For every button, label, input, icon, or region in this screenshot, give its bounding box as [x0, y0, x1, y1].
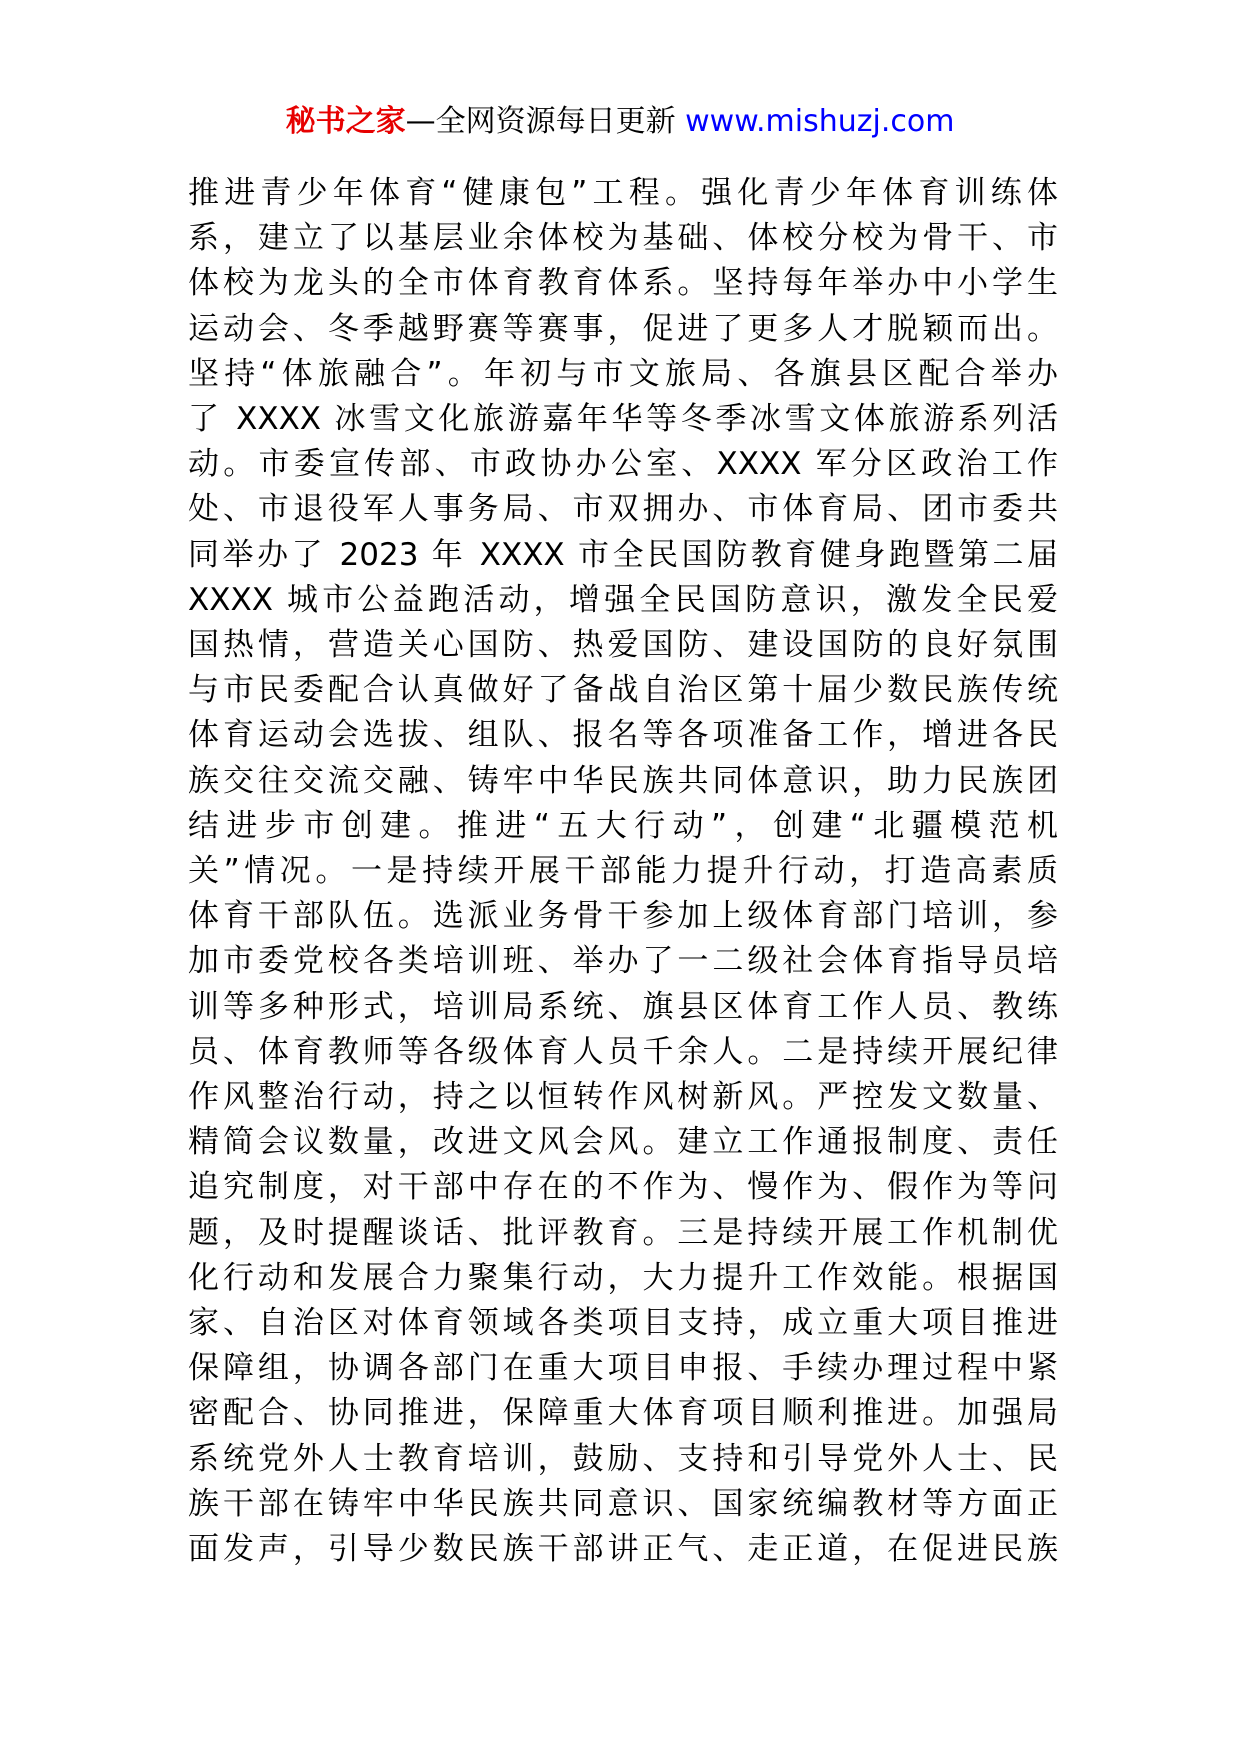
text-line: 族交往交流交融、铸牢中华民族共同体意识，助力民族团 [188, 762, 1058, 799]
text-line: 体校为龙头的全市体育教育体系。坚持每年举办中小学生 [188, 265, 1058, 302]
site-url-link[interactable]: www.mishuzj.com [685, 104, 955, 139]
text-line: 追究制度，对干部中存在的不作为、慢作为、假作为等问 [188, 1169, 1058, 1206]
document-body [188, 171, 1058, 1572]
text-line: 结进步市创建。推进“五大行动”，创建“北疆模范机 [188, 807, 1058, 844]
text-line: 系统党外人士教育培训，鼓励、支持和引导党外人士、民 [188, 1440, 1058, 1477]
text-line: 面发声，引导少数民族干部讲正气、走正道，在促进民族 [188, 1531, 1058, 1568]
text-line: 国热情，营造关心国防、热爱国防、建设国防的良好氛围 [188, 627, 1058, 664]
text-line: 密配合、协同推进，保障重大体育项目顺利推进。加强局 [188, 1395, 1058, 1432]
text-line: 精简会议数量，改进文风会风。建立工作通报制度、责任 [188, 1124, 1058, 1161]
text-line: 了 XXXX 冰雪文化旅游嘉年华等冬季冰雪文体旅游系列活 [188, 401, 1058, 438]
text-line: 保障组，协调各部门在重大项目申报、手续办理过程中紧 [188, 1350, 1058, 1387]
text-line: 作风整治行动，持之以恒转作风树新风。严控发文数量、 [188, 1079, 1058, 1116]
site-brand: 秘书之家 [285, 104, 406, 139]
text-line: 加市委党校各类培训班、举办了一二级社会体育指导员培 [188, 943, 1058, 980]
text-line: 化行动和发展合力聚集行动，大力提升工作效能。根据国 [188, 1259, 1058, 1296]
text-line: 题，及时提醒谈话、批评教育。三是持续开展工作机制优 [188, 1214, 1058, 1251]
header-tagline: —全网资源每日更新 [405, 104, 686, 139]
text-line: 系，建立了以基层业余体校为基础、体校分校为骨干、市 [188, 220, 1058, 257]
text-line: 训等多种形式，培训局系统、旗县区体育工作人员、教练 [188, 988, 1058, 1025]
text-line: 运动会、冬季越野赛等赛事，促进了更多人才脱颖而出。 [188, 310, 1058, 347]
text-line: 与市民委配合认真做好了备战自治区第十届少数民族传统 [188, 672, 1058, 709]
text-line: 族干部在铸牢中华民族共同意识、国家统编教材等方面正 [188, 1485, 1058, 1522]
text-line: 动。市委宣传部、市政协办公室、XXXX 军分区政治工作 [188, 446, 1058, 483]
text-line: 关”情况。一是持续开展干部能力提升行动，打造高素质 [188, 853, 1058, 890]
text-line: 体育干部队伍。选派业务骨干参加上级体育部门培训，参 [188, 898, 1058, 935]
text-line: 体育运动会选拔、组队、报名等各项准备工作，增进各民 [188, 717, 1058, 754]
text-line: XXXX 城市公益跑活动，增强全民国防意识，激发全民爱 [188, 581, 1058, 618]
page-header [0, 100, 1240, 144]
text-line: 处、市退役军人事务局、市双拥办、市体育局、团市委共 [188, 491, 1058, 528]
text-line: 推进青少年体育“健康包”工程。强化青少年体育训练体 [188, 175, 1058, 211]
text-line: 坚持“体旅融合”。年初与市文旅局、各旗县区配合举办 [188, 355, 1058, 392]
text-line: 员、体育教师等各级体育人员千余人。二是持续开展纪律 [188, 1033, 1058, 1070]
text-line: 同举办了 2023 年 XXXX 市全民国防教育健身跑暨第二届 [188, 536, 1058, 573]
text-line: 家、自治区对体育领域各类项目支持，成立重大项目推进 [188, 1305, 1058, 1342]
